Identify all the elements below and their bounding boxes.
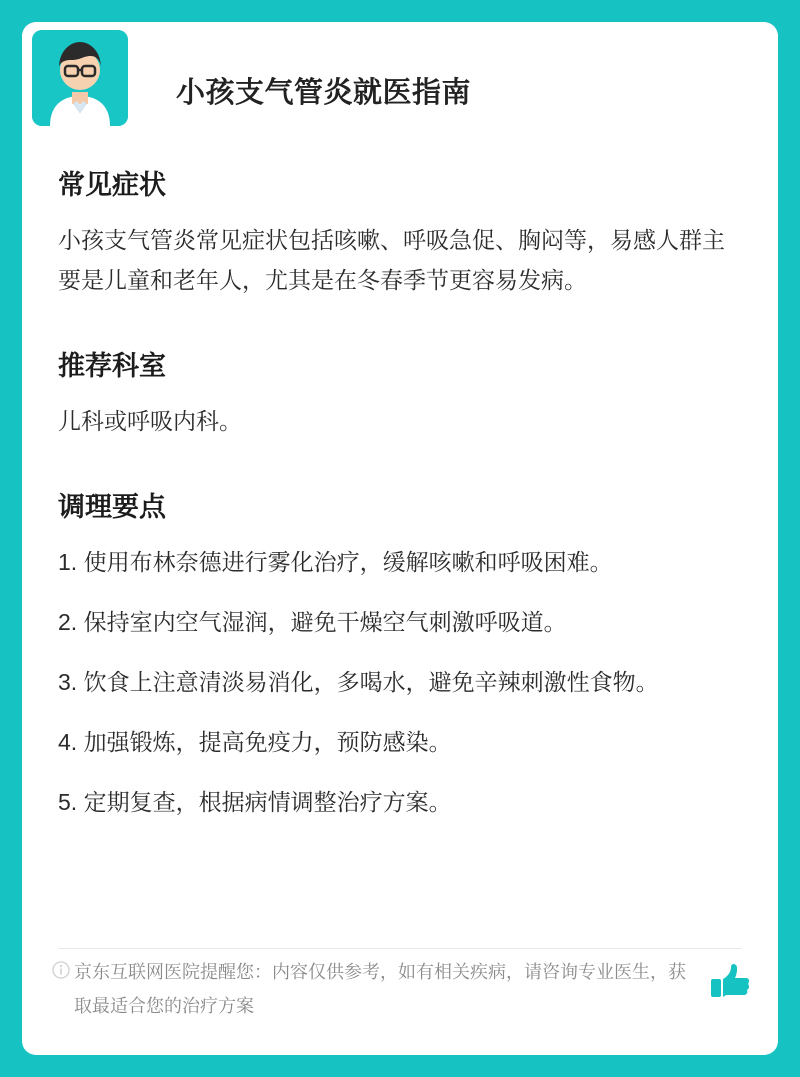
doctor-avatar-icon <box>32 30 128 126</box>
footer-divider <box>58 948 742 949</box>
thumbs-up-icon[interactable] <box>706 955 752 1005</box>
section-heading-symptoms: 常见症状 <box>58 170 166 200</box>
care-point-item: 1. 使用布林奈德进行雾化治疗，缓解咳嗽和呼吸困难。 <box>58 549 613 575</box>
footer-text: 京东互联网医院提醒您：内容仅供参考，如有相关疾病，请咨询专业医生，获取最适合您的治疗方案 <box>74 962 686 1016</box>
care-point-item: 4. 加强锻炼，提高免疫力，预防感染。 <box>58 729 452 755</box>
page-title: 小孩支气管炎就医指南 <box>176 77 472 109</box>
footer-disclaimer <box>48 955 752 1039</box>
section-heading-department: 推荐科室 <box>58 351 166 381</box>
info-circle-icon <box>48 955 74 987</box>
care-point-item: 3. 饮食上注意清淡易消化，多喝水，避免辛辣刺激性食物。 <box>58 669 659 695</box>
section-text-symptoms: 小孩支气管炎常见症状包括咳嗽、呼吸急促、胸闷等，易感人群主要是儿童和老年人，尤其是在冬春季节更容易发病。 <box>58 227 725 293</box>
guide-card <box>22 22 778 1055</box>
section-heading-care-points: 调理要点 <box>58 492 166 522</box>
section-text-department: 儿科或呼吸内科。 <box>58 408 242 434</box>
care-point-item: 5. 定期复查，根据病情调整治疗方案。 <box>58 789 452 815</box>
care-point-item: 2. 保持室内空气湿润，避免干燥空气刺激呼吸道。 <box>58 609 567 635</box>
